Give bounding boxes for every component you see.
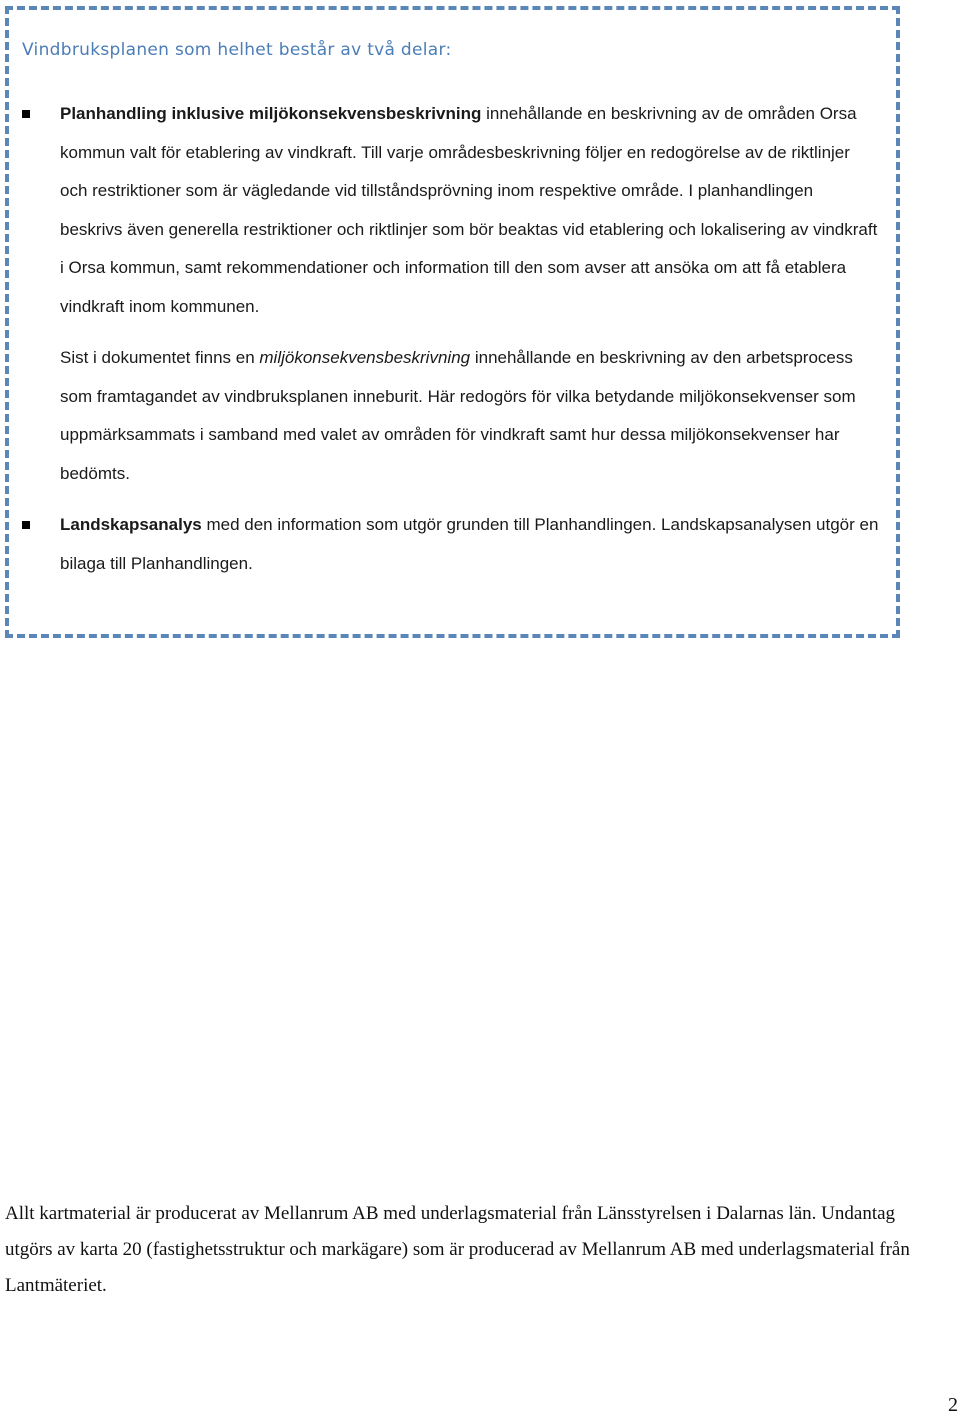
bullet-square-icon: [22, 521, 30, 529]
planhandling-bold: Planhandling inklusive miljökonsekvensbeskrivning: [60, 104, 482, 123]
box-title: Vindbruksplanen som helhet består av två delar:: [22, 40, 452, 60]
mkb-text-before: Sist i dokumentet finns en: [60, 348, 260, 367]
planhandling-paragraph: [60, 95, 880, 326]
bullet-square-icon: [22, 110, 30, 118]
page-number: 2: [948, 1394, 958, 1416]
mkb-italic: miljökonsekvensbeskrivning: [259, 348, 471, 367]
landskapsanalys-paragraph: [60, 506, 880, 583]
footer-note: Allt kartmaterial är producerat av Mellanrum AB med underlagsmaterial från Länsstyrelsen i Dalarnas län. Undantag utgörs av karta 20 (fastighetsstruktur och markägare) som är producerad av Mellanrum AB med underlagsmaterial från Lantmäteriet.: [5, 1203, 910, 1296]
mkb-text-after: innehållande en beskrivning av den arbetsprocess som framtagandet av vindbruksplanen inneburit. Här redogörs för vilka betydande miljökonsekvenser som uppmärksammats i samband med valet av områden för vindkraft samt hur dessa miljökonsekvenser har bedömts.: [60, 348, 856, 483]
landskapsanalys-bold: Landskapsanalys: [60, 515, 202, 534]
landskapsanalys-text: med den information som utgör grunden till Planhandlingen. Landskapsanalysen utgör en bilaga till Planhandlingen.: [60, 515, 879, 573]
planhandling-text: innehållande en beskrivning av de områden Orsa kommun valt för etablering av vindkraft. Till varje områdesbeskrivning följer en redogörelse av de riktlinjer och restriktioner som är vägledande vid tillståndsprövning inom respektive område. I planhandlingen beskrivs även generella restriktioner och riktlinjer som bör beaktas vid etablering och lokalisering av vindkraft i Orsa kommun, samt rekommendationer och information till den som avser att ansöka om att få etablera vindkraft inom kommunen.: [60, 104, 878, 316]
mkb-paragraph: [60, 339, 880, 493]
